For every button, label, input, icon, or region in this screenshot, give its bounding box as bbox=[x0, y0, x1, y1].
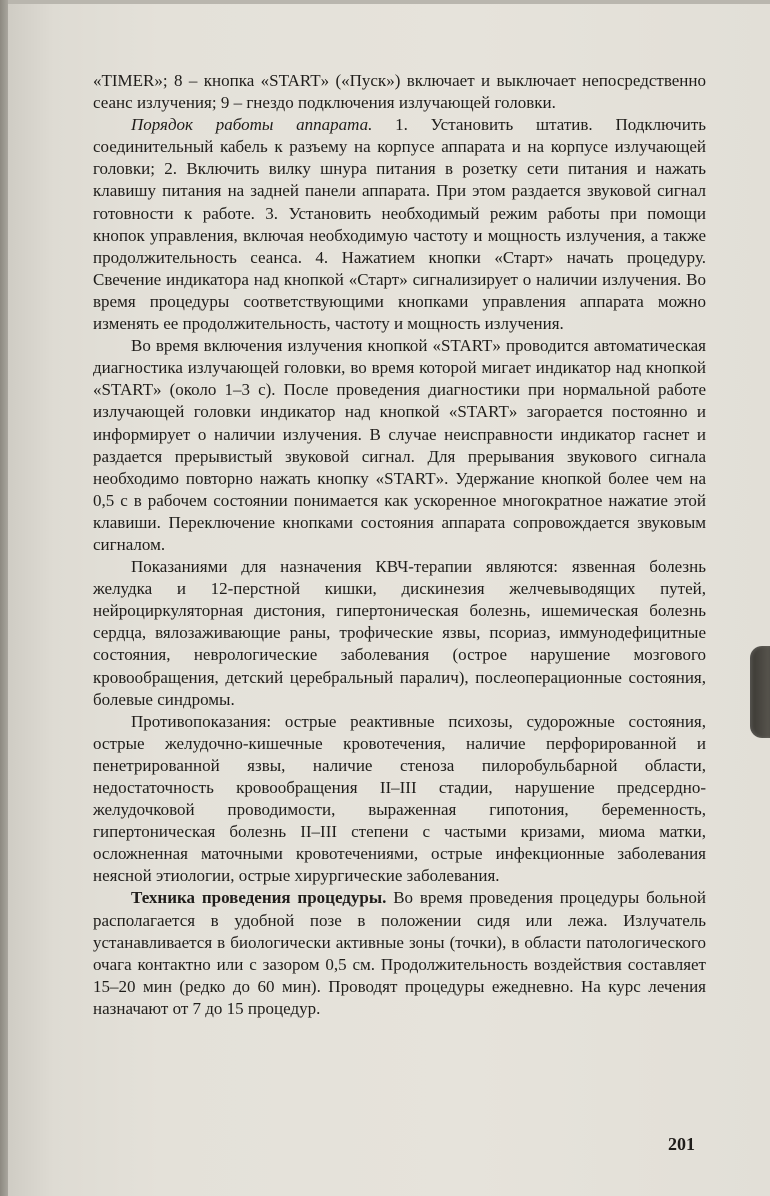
paragraph-text: Показаниями для назначения КВЧ-терапии являются: язвенная болезнь желудка и 12-перстной кишки, дискинезия желчевыводящих путей, нейроциркуляторная дистония, гипертоническая болезнь, ишемическая болезнь сердца, вялозаживающие раны, трофические язвы, псориаз, иммунодефицитные состояния, неврологические заболевания (острое нарушение мозгового кровообращения, детский церебральный паралич), послеоперационные состояния, болевые синдромы. bbox=[93, 557, 706, 709]
paragraph-text: «TIMER»; 8 – кнопка «START» («Пуск») включает и выключает непосредственно сеанс излучения; 9 – гнездо подключения излучающей головки. bbox=[93, 71, 706, 113]
section-lead-operating-procedure: Порядок работы аппарата. bbox=[131, 115, 373, 135]
paragraph-text: Противопоказания: острые реактивные психозы, судорожные состояния, острые желудочно-кишечные кровотечения, наличие перфорированной и пенетрированной язвы, наличие стеноза пилоробульбарной области, недостаточность кровообращения II–III стадии, нарушение предсердно-желудочковой проводимости, выраженная гипотония, беременность, гипертоническая болезнь II–III степени с частыми кризами, миома матки, осложненная маточными кровотечениями, острые инфекционные заболевания неясной этиологии, острые хирургические заболевания. bbox=[93, 711, 706, 886]
thumb-index-tab bbox=[750, 646, 770, 738]
paragraph-text: 1. Установить штатив. Подключить соединительный кабель к разъему на корпусе аппарата и на корпусе излучающей головки; 2. Включить вилку шнура питания в розетку сети питания и нажать клавишу питания на задней панели аппарата. При этом раздается звуковой сигнал готовности к работе. 3. Установить необходимый режим работы при помощи кнопок управления, включая необходимую частоту и мощность излучения, а также продолжительность сеанса. 4. Нажатием кнопки «Старт» начать процедуру. Свечение индикатора над кнопкой «Старт» сигнализирует о наличии излучения. Во время процедуры соответствующими кнопками управления аппарата можно изменять ее продолжительность, частоту и мощность излучения. bbox=[93, 115, 707, 334]
paragraph-contraindications bbox=[93, 711, 706, 888]
page-binding-edge bbox=[0, 0, 8, 1196]
page-number: 201 bbox=[668, 1134, 695, 1154]
section-lead-procedure-technique: Техника проведения процедуры. bbox=[131, 888, 387, 908]
paragraph-text: Во время включения излучения кнопкой «START» проводится автоматическая диагностика излучающей головки, во время которой мигает индикатор над кнопкой «START» (около 1–3 с). После проведения диагностики при нормальной работе излучающей головки индикатор над кнопкой «START» загорается постоянно и информирует о наличии излучения. В случае неисправности индикатор гаснет и раздается прерывистый звуковой сигнал. Для прерывания звукового сигнала необходимо повторно нажать кнопку «START». Удержание кнопкой более чем на 0,5 с в рабочем состоянии понимается как ускоренное многократное нажатие этой клавиши. Переключение кнопками состояния аппарата сопровождается звуковым сигналом. bbox=[93, 336, 706, 554]
paragraph-indications bbox=[93, 556, 706, 711]
body-text bbox=[93, 70, 706, 1020]
paragraph-diagnostics bbox=[93, 335, 706, 556]
paragraph-text: Во время проведения процедуры больной располагается в удобной позе в положении сидя или лежа. Излучатель устанавливается в биологически активные зоны (точки), в области патологического очага контактно или с зазором 0,5 см. Продолжительность воздействия составляет 15–20 мин (редко до 60 мин). Проводят процедуры ежедневно. На курс лечения назначают от 7 до 15 процедур. bbox=[93, 888, 706, 1018]
paragraph-operating-procedure bbox=[93, 114, 706, 335]
paragraph-procedure-technique bbox=[93, 887, 706, 1020]
paragraph-timer-continuation bbox=[93, 70, 706, 114]
